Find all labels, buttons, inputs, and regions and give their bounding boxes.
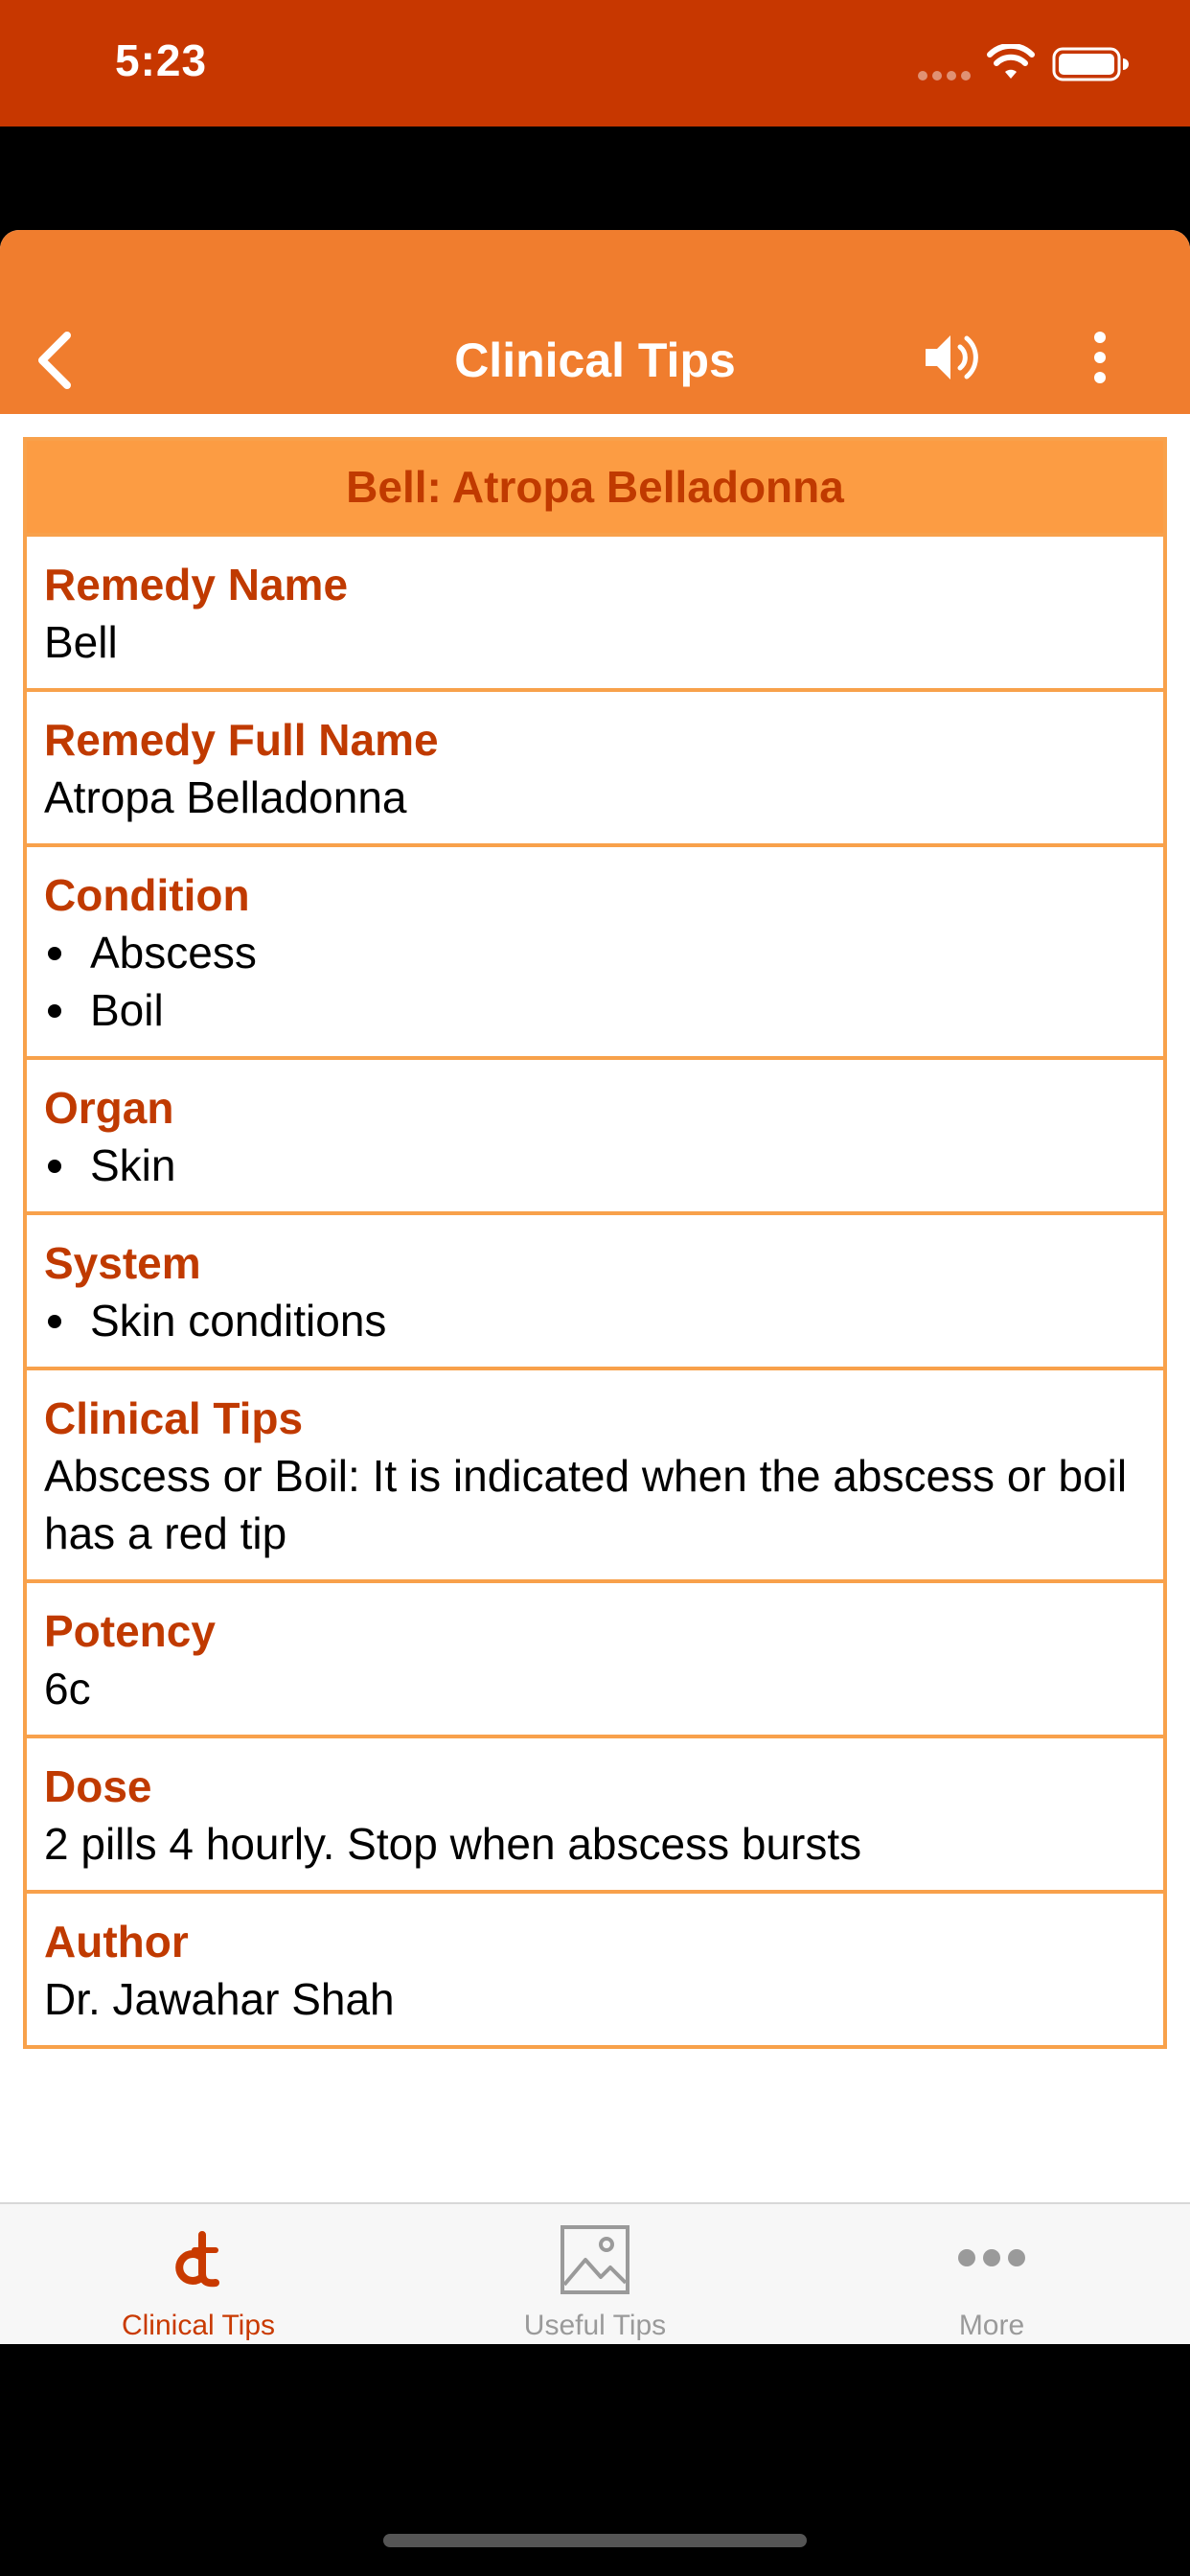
more-horizontal-icon — [953, 2221, 1030, 2298]
section-system — [27, 1211, 1163, 1367]
section-label: Remedy Full Name — [44, 715, 439, 765]
list-item: Boil — [44, 981, 1146, 1039]
tab-useful-tips[interactable] — [397, 2204, 793, 2344]
list-item: Skin conditions — [44, 1292, 1146, 1349]
status-bar — [0, 0, 1190, 126]
clinical-tips-logo-icon — [160, 2221, 237, 2298]
section-value: 6c — [44, 1664, 91, 1714]
section-label: Author — [44, 1917, 189, 1966]
signal-dots-icon — [918, 71, 971, 80]
section-potency — [27, 1579, 1163, 1735]
section-label: Organ — [44, 1083, 174, 1133]
section-value: 2 pills 4 hourly. Stop when abscess bursts — [44, 1819, 862, 1869]
section-organ — [27, 1056, 1163, 1211]
tab-label: Clinical Tips — [121, 2310, 276, 2341]
image-icon — [557, 2221, 633, 2298]
tab-label: Useful Tips — [523, 2310, 667, 2341]
speaker-icon[interactable] — [920, 326, 983, 389]
tab-bar — [0, 2202, 1190, 2344]
status-time: 5:23 — [115, 35, 208, 85]
battery-icon — [1052, 46, 1129, 82]
section-remedy-name — [27, 533, 1163, 688]
section-condition — [27, 843, 1163, 1056]
wifi-icon — [987, 44, 1035, 82]
card-title: Bell: Atropa Belladonna — [27, 441, 1163, 533]
list-item: Abscess — [44, 924, 1146, 981]
section-value: Dr. Jawahar Shah — [44, 1974, 395, 2024]
page-title: Clinical Tips — [454, 334, 736, 387]
section-label: Dose — [44, 1761, 152, 1811]
home-indicator[interactable] — [383, 2534, 807, 2547]
more-vertical-icon[interactable] — [1083, 326, 1117, 389]
section-label: System — [44, 1238, 201, 1288]
status-gap — [0, 126, 1190, 230]
tab-label: More — [958, 2310, 1025, 2341]
section-dose — [27, 1735, 1163, 1890]
tab-more[interactable] — [793, 2204, 1190, 2344]
section-label: Condition — [44, 870, 250, 920]
section-label: Clinical Tips — [44, 1393, 304, 1443]
section-label: Potency — [44, 1606, 216, 1656]
tab-clinical-tips[interactable] — [0, 2204, 397, 2344]
section-author — [27, 1890, 1163, 2045]
app-window — [0, 230, 1190, 2344]
section-remedy-full-name — [27, 688, 1163, 843]
section-label: Remedy Name — [44, 560, 349, 610]
section-clinical-tips — [27, 1367, 1163, 1579]
navigation-bar — [0, 230, 1190, 414]
section-value: Bell — [44, 617, 118, 667]
remedy-card — [23, 437, 1167, 2049]
list-item: Skin — [44, 1137, 1146, 1194]
section-value: Abscess or Boil: It is indicated when the abscess or boil has a red tip — [44, 1451, 1128, 1558]
section-value: Atropa Belladonna — [44, 772, 407, 822]
